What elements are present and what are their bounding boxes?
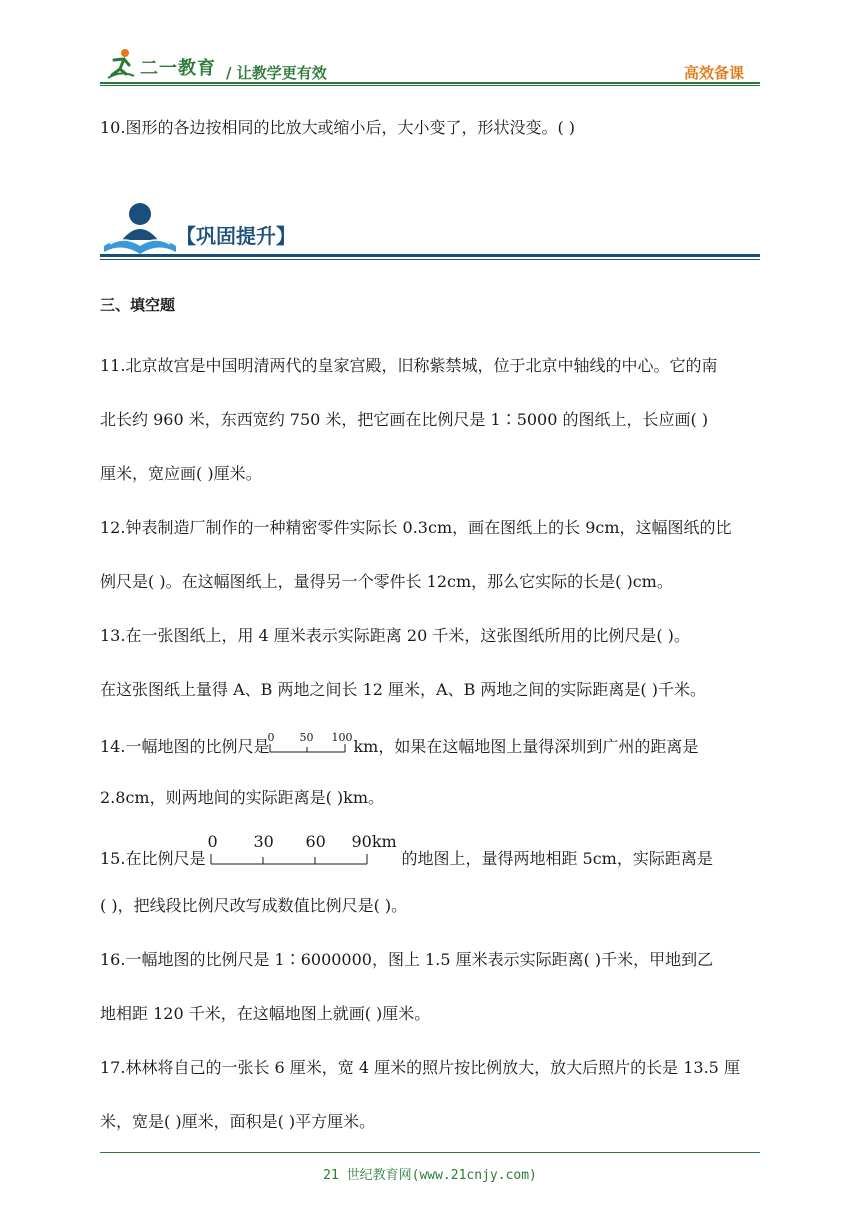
banner-divider (100, 254, 760, 257)
scale-label: 0 (267, 731, 275, 744)
question-16-line-1: 16.一幅地图的比例尺是 1∶6000000，图上 1.5 厘米表示实际距离( )千米，甲地到乙 (100, 950, 714, 969)
question-17-line-1: 17.林林将自己的一张长 6 厘米，宽 4 厘米的照片按比例放大，放大后照片的长是 13.5 厘 (100, 1058, 740, 1077)
brand-logo (100, 44, 240, 84)
question-11-line-2: 北长约 960 米，东西宽约 750 米，把它画在比例尺是 1∶5000 的图纸上，长应画( ) (100, 410, 709, 429)
scale-label: 0 (207, 832, 218, 851)
scale-label: 100 (331, 731, 353, 744)
question-11-line-3: 厘米，宽应画( )厘米。 (100, 464, 262, 483)
section-banner (100, 200, 760, 262)
question-12-line-1: 12.钟表制造厂制作的一种精密零件实际长 0.3cm，画在图纸上的长 9cm，这幅图纸的比 (100, 518, 732, 537)
scale-bar-line (269, 742, 353, 754)
question-14-suffix: km，如果在这幅地图上量得深圳到广州的距离是 (353, 737, 699, 756)
question-14-line-2: 2.8cm，则两地间的实际距离是( )km。 (100, 788, 385, 807)
scale-bar-large (205, 832, 401, 868)
question-14-prefix: 14.一幅地图的比例尺是 (100, 737, 270, 756)
question-14-line-1 (100, 731, 770, 757)
question-15-line-1 (100, 832, 770, 869)
question-17-line-2: 米，宽是( )厘米，面积是( )平方厘米。 (100, 1112, 376, 1131)
footer-divider (100, 1152, 760, 1153)
question-15-line-2: ( )，把线段比例尺改写成数值比例尺是( )。 (100, 896, 408, 915)
scale-label: 30 (253, 832, 274, 851)
question-12-line-2: 例尺是( )。在这幅图纸上，量得另一个零件长 12cm，那么它实际的长是( )cm。 (100, 572, 673, 591)
question-13-line-2: 在这张图纸上量得 A、B 两地之间长 12 厘米，A、B 两地之间的实际距离是( )千米。 (100, 680, 706, 699)
question-15-suffix: 的地图上，量得两地相距 5cm，实际距离是 (401, 849, 713, 868)
scale-label: 90km (351, 832, 397, 851)
question-11-line-1: 11.北京故宫是中国明清两代的皇家宫殿，旧称紫禁城，位于北京中轴线的中心。它的南 (100, 356, 718, 375)
question-10: 10.图形的各边按相同的比放大或缩小后，大小变了，形状没变。( ) (100, 118, 576, 137)
banner-title: 【巩固提升】 (176, 224, 296, 248)
question-15-prefix: 15.在比例尺是 (100, 849, 206, 868)
scale-label: 60 (305, 832, 326, 851)
scale-bar-line (205, 852, 401, 866)
footer-text: 21 世纪教育网(www.21cnjy.com) (323, 1168, 537, 1183)
scale-bar-small (267, 731, 353, 756)
header-slogan: / 让教学更有效 (226, 64, 327, 82)
question-16-line-2: 地相距 120 千米，在这幅地图上就画( )厘米。 (100, 1004, 431, 1023)
header-divider (100, 82, 760, 84)
question-13-line-1: 13.在一张图纸上，用 4 厘米表示实际距离 20 千米，这张图纸所用的比例尺是( )。 (100, 626, 690, 645)
banner-divider-thin (100, 259, 760, 260)
runner-icon (106, 48, 136, 80)
reader-book-icon (100, 200, 178, 256)
scale-label: 50 (299, 731, 314, 744)
section-title: 三、填空题 (100, 296, 176, 314)
header-tag: 高效备课 (684, 64, 745, 82)
logo-text: 二一教育 (140, 58, 216, 79)
header-divider-thin (100, 85, 760, 86)
